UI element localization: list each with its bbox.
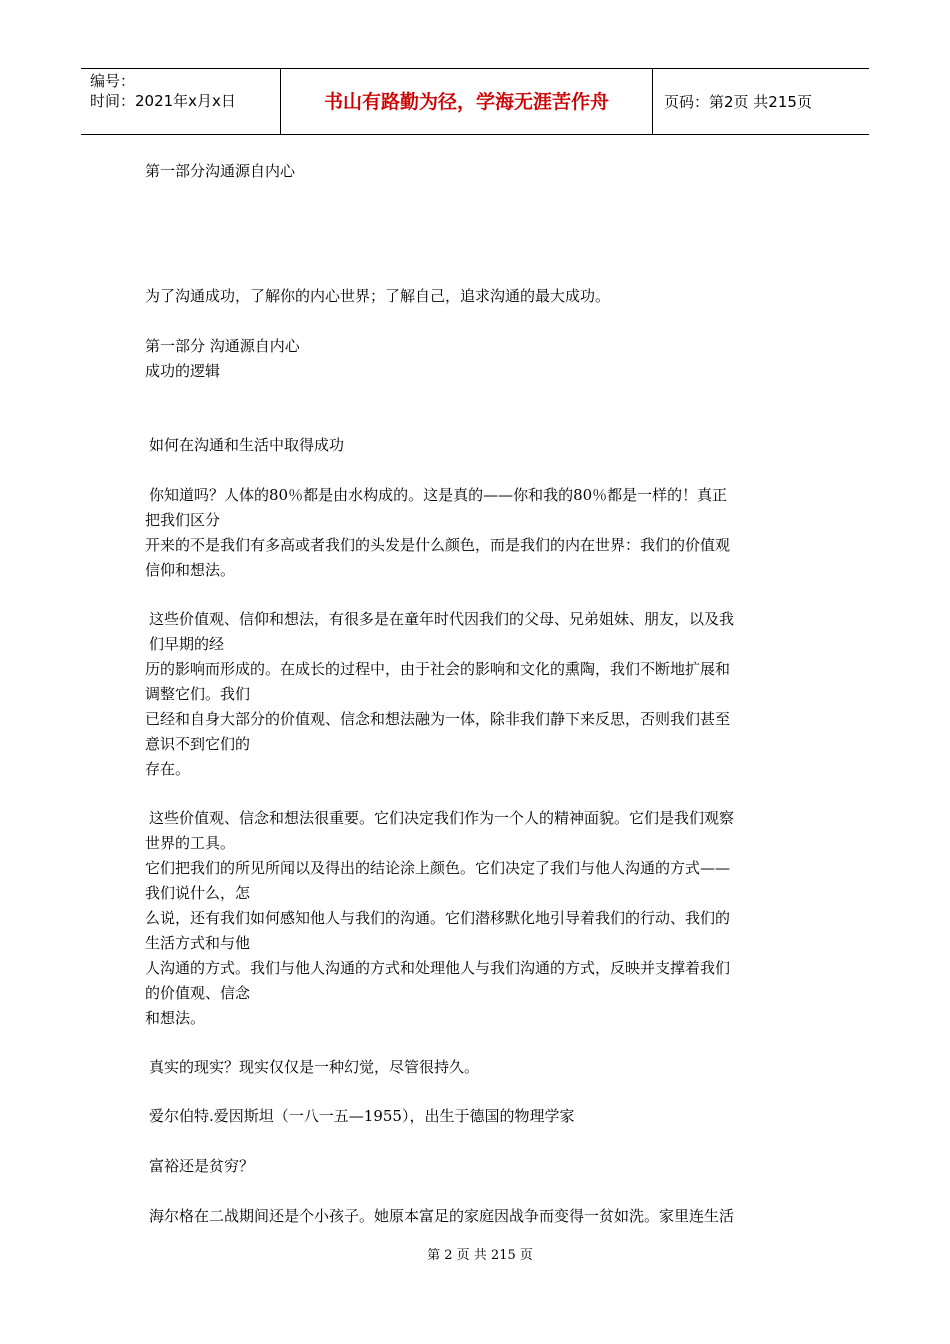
paragraph-line: 的价值观、信念	[145, 984, 251, 1002]
document-number-label: 编号：	[90, 72, 136, 90]
header-motto: 书山有路勤为径，学海无涯苦作舟	[323, 91, 609, 113]
header-divider	[652, 69, 653, 134]
paragraph-line: 信仰和想法。	[145, 561, 236, 579]
chapter-title: 成功的逻辑	[145, 362, 221, 380]
paragraph-line: 调整它们。我们	[145, 685, 251, 703]
paragraph-line: 们早期的经	[149, 635, 225, 653]
paragraph-line: 把我们区分	[145, 511, 221, 529]
paragraph-line: 你知道吗？人体的80％都是由水构成的。这是真的——你和我的80％都是一样的！真正	[149, 486, 728, 504]
paragraph-line: 么说，还有我们如何感知他人与我们的沟通。它们潜移默化地引导着我们的行动、我们的	[145, 909, 731, 927]
page-header	[81, 68, 869, 135]
paragraph-line: 开来的不是我们有多高或者我们的头发是什么颜色，而是我们的内在世界：我们的价值观	[145, 536, 731, 554]
section-heading: 第一部分沟通源自内心	[145, 162, 296, 180]
header-meta	[90, 71, 275, 111]
paragraph-line: 和想法。	[145, 1009, 206, 1027]
paragraph-line: 这些价值观、信仰和想法，有很多是在童年时代因我们的父母、兄弟姐妹、朋友，以及我	[149, 610, 735, 628]
paragraph-line: 已经和自身大部分的价值观、信念和想法融为一体，除非我们静下来反思，否则我们甚至	[145, 710, 731, 728]
intro-paragraph: 为了沟通成功，了解你的内心世界；了解自己，追求沟通的最大成功。	[145, 287, 611, 305]
paragraph-line: 我们说什么，怎	[145, 884, 251, 902]
paragraph-line: 意识不到它们的	[145, 735, 251, 753]
paragraph-line: 它们把我们的所见所闻以及得出的结论涂上颜色。它们决定了我们与他人沟通的方式——	[145, 859, 731, 877]
quote-line: 真实的现实？现实仅仅是一种幻觉，尽管很持久。	[149, 1058, 480, 1076]
paragraph-line: 世界的工具。	[145, 834, 236, 852]
paragraph-line: 存在。	[145, 760, 191, 778]
paragraph-line: 海尔格在二战期间还是个小孩子。她原本富足的家庭因战争而变得一贫如洗。家里连生活	[149, 1207, 735, 1225]
subheading: 富裕还是贫穷？	[149, 1157, 255, 1175]
paragraph-line: 人沟通的方式。我们与他人沟通的方式和处理他人与我们沟通的方式，反映并支撑着我们	[145, 959, 731, 977]
document-date: 时间：2021年x月x日	[90, 92, 236, 110]
subheading: 如何在沟通和生活中取得成功	[149, 436, 345, 454]
quote-attribution: 爱尔伯特.爱因斯坦（一八一五—1955），出生于德国的物理学家	[149, 1107, 575, 1125]
paragraph-line: 这些价值观、信念和想法很重要。它们决定我们作为一个人的精神面貌。它们是我们观察	[149, 809, 735, 827]
header-page-info: 页码：第2页 共215页	[664, 93, 812, 111]
paragraph-line: 生活方式和与他	[145, 934, 251, 952]
page-footer: 第 2 页 共 215 页	[427, 1248, 533, 1263]
paragraph-line: 历的影响而形成的。在成长的过程中，由于社会的影响和文化的熏陶，我们不断地扩展和	[145, 660, 731, 678]
part-title: 第一部分 沟通源自内心	[145, 337, 300, 355]
